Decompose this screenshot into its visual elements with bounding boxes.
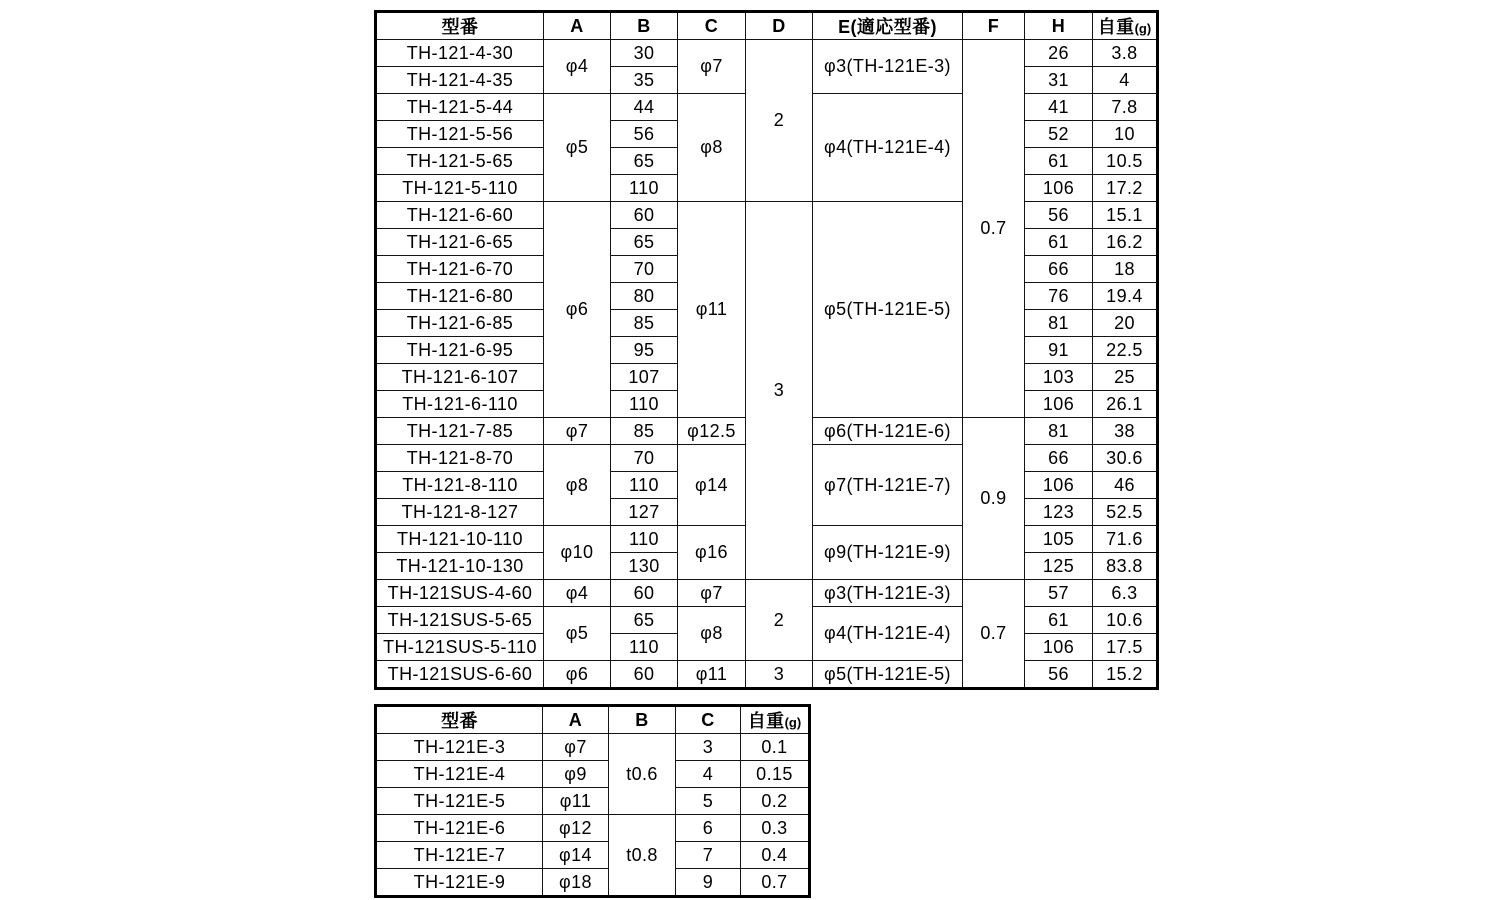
column-header xyxy=(544,12,611,40)
table-cell: 15.1 xyxy=(1093,202,1158,229)
table-cell: 0.7 xyxy=(741,869,810,897)
table-cell: φ4 xyxy=(544,580,611,607)
table-cell: 0.2 xyxy=(741,788,810,815)
table-cell: 85 xyxy=(611,418,678,445)
table-cell: 110 xyxy=(611,526,678,553)
column-header xyxy=(376,706,543,734)
table-cell: 91 xyxy=(1025,337,1093,364)
table-cell: φ11 xyxy=(678,202,746,418)
table-cell: 65 xyxy=(611,607,678,634)
table-cell: TH-121-10-130 xyxy=(376,553,544,580)
column-header-label: 型番 xyxy=(441,711,478,731)
table-cell: 3 xyxy=(746,202,813,580)
spec-table-main xyxy=(374,10,1159,690)
column-header-label: B xyxy=(635,709,649,730)
table-cell: 65 xyxy=(611,229,678,256)
table-cell: 70 xyxy=(611,256,678,283)
column-header xyxy=(746,12,813,40)
table-cell: 56 xyxy=(1025,661,1093,689)
table-cell: φ7 xyxy=(678,40,746,94)
table-cell: 26.1 xyxy=(1093,391,1158,418)
table-cell: 16.2 xyxy=(1093,229,1158,256)
table-cell: TH-121SUS-5-65 xyxy=(376,607,544,634)
spec-table-e-parts xyxy=(374,704,811,898)
table-row xyxy=(376,580,1158,607)
table-cell: TH-121-7-85 xyxy=(376,418,544,445)
table-cell: 9 xyxy=(676,869,741,897)
table-cell: φ14 xyxy=(678,445,746,526)
table-cell: 52.5 xyxy=(1093,499,1158,526)
table-cell: 20 xyxy=(1093,310,1158,337)
table-cell: φ5 xyxy=(544,94,611,202)
header-row xyxy=(376,706,810,734)
table-cell: 60 xyxy=(611,661,678,689)
column-header xyxy=(611,12,678,40)
table-cell: 26 xyxy=(1025,40,1093,67)
table-cell: TH-121-8-70 xyxy=(376,445,544,472)
table-cell: φ6 xyxy=(544,661,611,689)
column-header-label: H xyxy=(1051,15,1066,36)
table-cell: 70 xyxy=(611,445,678,472)
table-cell: φ7(TH-121E-7) xyxy=(813,445,963,526)
table-cell: TH-121-10-110 xyxy=(376,526,544,553)
table-cell: φ5 xyxy=(544,607,611,661)
table-cell: 0.3 xyxy=(741,815,810,842)
table-cell: φ12 xyxy=(543,815,609,842)
table-cell: TH-121E-4 xyxy=(376,761,543,788)
table-cell: 19.4 xyxy=(1093,283,1158,310)
table-cell: 0.1 xyxy=(741,734,810,761)
table-cell: 2 xyxy=(746,40,813,202)
column-header-label: C xyxy=(704,15,719,36)
column-header-label: D xyxy=(772,15,786,36)
table-cell: 10.5 xyxy=(1093,148,1158,175)
table-cell: TH-121-5-65 xyxy=(376,148,544,175)
table-cell: 57 xyxy=(1025,580,1093,607)
table-cell: TH-121-5-44 xyxy=(376,94,544,121)
table-cell: 95 xyxy=(611,337,678,364)
column-header xyxy=(1093,12,1158,40)
table-cell: 0.9 xyxy=(963,418,1025,580)
table-cell: 66 xyxy=(1025,256,1093,283)
column-header-unit: (g) xyxy=(784,715,802,730)
table-cell: 110 xyxy=(611,175,678,202)
column-header-label: 自重 xyxy=(1097,17,1135,37)
table-cell: 66 xyxy=(1025,445,1093,472)
column-header-unit: (g) xyxy=(1134,21,1152,36)
table-cell: TH-121-6-107 xyxy=(376,364,544,391)
table-cell: 7.8 xyxy=(1093,94,1158,121)
column-header-label: B xyxy=(637,15,651,36)
column-header xyxy=(376,12,544,40)
table-cell: 46 xyxy=(1093,472,1158,499)
column-header-label: A xyxy=(568,709,583,730)
table-cell: TH-121E-3 xyxy=(376,734,543,761)
table-cell: TH-121E-6 xyxy=(376,815,543,842)
table-cell: φ14 xyxy=(543,842,609,869)
column-header xyxy=(963,12,1025,40)
table-cell: 2 xyxy=(746,580,813,661)
table-cell: 30 xyxy=(611,40,678,67)
table-cell: TH-121-6-80 xyxy=(376,283,544,310)
table-cell: φ8 xyxy=(678,94,746,202)
table-row xyxy=(376,869,810,897)
table-cell: φ16 xyxy=(678,526,746,580)
table-cell: 85 xyxy=(611,310,678,337)
column-header-label: 自重 xyxy=(747,711,785,731)
table-cell: TH-121-6-85 xyxy=(376,310,544,337)
table-cell: 80 xyxy=(611,283,678,310)
table-row xyxy=(376,815,810,842)
table-cell: 4 xyxy=(1093,67,1158,94)
table-cell: 30.6 xyxy=(1093,445,1158,472)
table-cell: 61 xyxy=(1025,607,1093,634)
table-cell: φ6(TH-121E-6) xyxy=(813,418,963,445)
table-cell: 56 xyxy=(611,121,678,148)
table-cell: 81 xyxy=(1025,418,1093,445)
table-cell: φ8 xyxy=(544,445,611,526)
table-cell: TH-121-6-110 xyxy=(376,391,544,418)
table-cell: 60 xyxy=(611,580,678,607)
table-cell: φ11 xyxy=(543,788,609,815)
table-cell: TH-121SUS-5-110 xyxy=(376,634,544,661)
column-header-label: C xyxy=(701,709,715,730)
table-cell: φ18 xyxy=(543,869,609,897)
table-cell: 83.8 xyxy=(1093,553,1158,580)
table-cell: TH-121-6-95 xyxy=(376,337,544,364)
table-cell: 7 xyxy=(676,842,741,869)
table-cell: 6.3 xyxy=(1093,580,1158,607)
table-cell: 4 xyxy=(676,761,741,788)
table-cell: 125 xyxy=(1025,553,1093,580)
table-cell: 31 xyxy=(1025,67,1093,94)
table-cell: 107 xyxy=(611,364,678,391)
table-cell: φ7 xyxy=(543,734,609,761)
table-cell: 22.5 xyxy=(1093,337,1158,364)
table-row xyxy=(376,842,810,869)
column-header xyxy=(609,706,676,734)
table-cell: TH-121-8-127 xyxy=(376,499,544,526)
table-cell: φ4(TH-121E-4) xyxy=(813,94,963,202)
table-cell: 6 xyxy=(676,815,741,842)
table-cell: TH-121-4-30 xyxy=(376,40,544,67)
table-cell: φ12.5 xyxy=(678,418,746,445)
table-cell: 81 xyxy=(1025,310,1093,337)
table-cell: φ8 xyxy=(678,607,746,661)
table-cell: φ5(TH-121E-5) xyxy=(813,661,963,689)
table-cell: 103 xyxy=(1025,364,1093,391)
table-cell: φ9 xyxy=(543,761,609,788)
table-cell: 130 xyxy=(611,553,678,580)
table-row xyxy=(376,734,810,761)
table-cell: 52 xyxy=(1025,121,1093,148)
column-header xyxy=(741,706,810,734)
table-cell: TH-121-8-110 xyxy=(376,472,544,499)
column-header-label: 型番 xyxy=(441,17,479,37)
table-row xyxy=(376,40,1158,67)
table-cell: φ3(TH-121E-3) xyxy=(813,580,963,607)
table-cell: φ6 xyxy=(544,202,611,418)
table-cell: 38 xyxy=(1093,418,1158,445)
table-cell: t0.6 xyxy=(609,734,676,815)
table-row xyxy=(376,761,810,788)
table-cell: 56 xyxy=(1025,202,1093,229)
table-cell: φ9(TH-121E-9) xyxy=(813,526,963,580)
table-cell: TH-121-6-70 xyxy=(376,256,544,283)
table-cell: 105 xyxy=(1025,526,1093,553)
column-header xyxy=(676,706,741,734)
table-row xyxy=(376,661,1158,689)
table-cell: TH-121-6-60 xyxy=(376,202,544,229)
table-cell: 35 xyxy=(611,67,678,94)
column-header xyxy=(813,12,963,40)
column-header-label: A xyxy=(570,15,584,36)
table-cell: 3 xyxy=(676,734,741,761)
table-cell: 3.8 xyxy=(1093,40,1158,67)
table-cell: 110 xyxy=(611,472,678,499)
table-cell: 76 xyxy=(1025,283,1093,310)
table-cell: φ7 xyxy=(678,580,746,607)
column-header xyxy=(678,12,746,40)
table-cell: 106 xyxy=(1025,634,1093,661)
table-cell: 110 xyxy=(611,391,678,418)
table-cell: TH-121E-5 xyxy=(376,788,543,815)
table-cell: TH-121SUS-4-60 xyxy=(376,580,544,607)
table-cell: TH-121-6-65 xyxy=(376,229,544,256)
table-cell: φ11 xyxy=(678,661,746,689)
table-cell: TH-121E-9 xyxy=(376,869,543,897)
table-cell: TH-121-4-35 xyxy=(376,67,544,94)
column-header-label: F xyxy=(987,15,1000,36)
table-cell: 65 xyxy=(611,148,678,175)
table-row xyxy=(376,788,810,815)
table-cell: 0.15 xyxy=(741,761,810,788)
table-cell: TH-121-5-56 xyxy=(376,121,544,148)
table-cell: 0.7 xyxy=(963,580,1025,689)
table-cell: 5 xyxy=(676,788,741,815)
table-cell: φ10 xyxy=(544,526,611,580)
table-cell: 15.2 xyxy=(1093,661,1158,689)
table-cell: TH-121SUS-6-60 xyxy=(376,661,544,689)
table-cell: 17.2 xyxy=(1093,175,1158,202)
table-cell: 10 xyxy=(1093,121,1158,148)
table-cell: 106 xyxy=(1025,472,1093,499)
column-header-label: E(適応型番) xyxy=(838,17,937,37)
table-cell: 123 xyxy=(1025,499,1093,526)
table-cell: 106 xyxy=(1025,391,1093,418)
table-cell: 17.5 xyxy=(1093,634,1158,661)
table-cell: φ4 xyxy=(544,40,611,94)
table-cell: 10.6 xyxy=(1093,607,1158,634)
table-cell: 61 xyxy=(1025,148,1093,175)
table-cell: φ5(TH-121E-5) xyxy=(813,202,963,418)
table-cell: 110 xyxy=(611,634,678,661)
table-cell: 106 xyxy=(1025,175,1093,202)
column-header xyxy=(543,706,609,734)
header-row xyxy=(376,12,1158,40)
table-cell: TH-121-5-110 xyxy=(376,175,544,202)
table-cell: φ3(TH-121E-3) xyxy=(813,40,963,94)
table-cell: 127 xyxy=(611,499,678,526)
table-cell: 71.6 xyxy=(1093,526,1158,553)
table-cell: 0.7 xyxy=(963,40,1025,418)
table-cell: TH-121E-7 xyxy=(376,842,543,869)
table-cell: 3 xyxy=(746,661,813,689)
table-cell: φ7 xyxy=(544,418,611,445)
table-cell: 18 xyxy=(1093,256,1158,283)
table-cell: t0.8 xyxy=(609,815,676,897)
table-cell: 60 xyxy=(611,202,678,229)
table-cell: φ4(TH-121E-4) xyxy=(813,607,963,661)
table-cell: 44 xyxy=(611,94,678,121)
table-row xyxy=(376,202,1158,229)
table-cell: 25 xyxy=(1093,364,1158,391)
table-cell: 41 xyxy=(1025,94,1093,121)
table-cell: 61 xyxy=(1025,229,1093,256)
column-header xyxy=(1025,12,1093,40)
table-cell: 0.4 xyxy=(741,842,810,869)
